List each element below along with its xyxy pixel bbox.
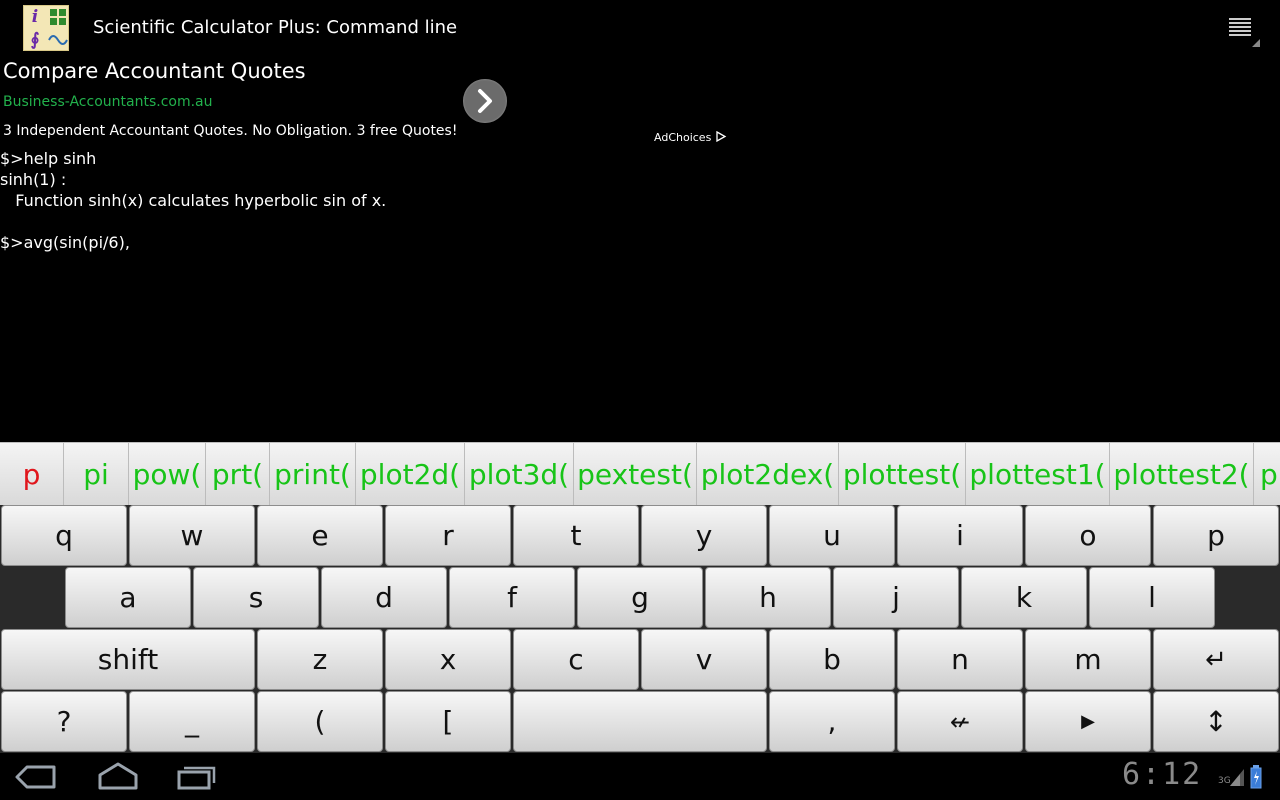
- hide-keyboard-key-icon[interactable]: ↕: [1153, 691, 1279, 752]
- suggestion-item[interactable]: plot2d(: [356, 443, 465, 506]
- key-comma[interactable]: ,: [769, 691, 895, 752]
- backspace-key-icon[interactable]: ↚: [897, 691, 1023, 752]
- key-m[interactable]: m: [1025, 629, 1151, 690]
- system-nav-bar: [0, 753, 1280, 800]
- suggestion-item[interactable]: p: [1260, 458, 1278, 491]
- key-e[interactable]: e: [257, 505, 383, 566]
- overflow-menu-icon[interactable]: [1222, 12, 1262, 48]
- key-f[interactable]: f: [449, 567, 575, 628]
- suggestion-typed[interactable]: p: [0, 443, 64, 506]
- ad-description: 3 Independent Accountant Quotes. No Obligation. 3 free Quotes!: [3, 123, 458, 139]
- chevron-right-icon: [463, 79, 507, 123]
- key-open-bracket[interactable]: [: [385, 691, 511, 752]
- app-icon-grid-icon: [48, 7, 68, 27]
- soft-keyboard: [0, 505, 1280, 753]
- key-t[interactable]: t: [513, 505, 639, 566]
- key-p[interactable]: p: [1153, 505, 1279, 566]
- battery-icon: [1249, 765, 1263, 789]
- key-u[interactable]: u: [769, 505, 895, 566]
- key-o[interactable]: o: [1025, 505, 1151, 566]
- ad-url[interactable]: Business-Accountants.com.au: [3, 94, 213, 110]
- key-a[interactable]: a: [65, 567, 191, 628]
- ad-headline[interactable]: Compare Accountant Quotes: [3, 59, 306, 83]
- key-shift[interactable]: shift: [1, 629, 255, 690]
- suggestion-item[interactable]: pi: [64, 443, 129, 506]
- back-icon[interactable]: [14, 763, 58, 791]
- key-question[interactable]: ?: [1, 691, 127, 752]
- console-output[interactable]: [0, 148, 1280, 253]
- key-l[interactable]: l: [1089, 567, 1215, 628]
- app-icon-wave-icon: [48, 30, 68, 50]
- console-line: sinh(1) :: [0, 170, 67, 189]
- console-line: $>help sinh: [0, 149, 97, 168]
- suggestion-item[interactable]: pow(: [129, 443, 206, 506]
- signal-icon: [1228, 766, 1246, 788]
- key-g[interactable]: g: [577, 567, 703, 628]
- app-icon-integral-glyph: ∮: [30, 30, 40, 50]
- key-s[interactable]: s: [193, 567, 319, 628]
- space-key[interactable]: [513, 691, 767, 752]
- suggestion-item[interactable]: pextest(: [574, 443, 697, 506]
- recent-apps-icon[interactable]: [176, 763, 220, 791]
- suggestion-item[interactable]: prt(: [206, 443, 270, 506]
- app-icon-i-glyph: i: [31, 7, 39, 27]
- network-type-label: 3G: [1218, 776, 1231, 786]
- key-w[interactable]: w: [129, 505, 255, 566]
- key-z[interactable]: z: [257, 629, 383, 690]
- ad-arrow-button[interactable]: [463, 79, 507, 123]
- key-r[interactable]: r: [385, 505, 511, 566]
- cursor-right-key-icon[interactable]: ▶: [1025, 691, 1151, 752]
- suggestion-item[interactable]: plottest1(: [966, 443, 1110, 506]
- app-icon[interactable]: [23, 5, 69, 51]
- console-line: [0, 211, 1280, 232]
- key-c[interactable]: c: [513, 629, 639, 690]
- key-n[interactable]: n: [897, 629, 1023, 690]
- app-title: Scientific Calculator Plus: Command line: [93, 17, 458, 38]
- key-open-paren[interactable]: (: [257, 691, 383, 752]
- key-q[interactable]: q: [1, 505, 127, 566]
- key-b[interactable]: b: [769, 629, 895, 690]
- suggestion-strip[interactable]: [0, 442, 1280, 506]
- suggestion-item[interactable]: plottest(: [839, 443, 966, 506]
- suggestion-item[interactable]: plottest2(: [1110, 443, 1254, 506]
- key-x[interactable]: x: [385, 629, 511, 690]
- suggestion-item[interactable]: print(: [270, 443, 356, 506]
- key-underscore[interactable]: _: [129, 691, 255, 752]
- key-y[interactable]: y: [641, 505, 767, 566]
- console-line: Function sinh(x) calculates hyperbolic sin of x.: [0, 191, 387, 210]
- adchoices-label: AdChoices: [654, 131, 712, 144]
- key-d[interactable]: d: [321, 567, 447, 628]
- home-icon[interactable]: [96, 761, 140, 791]
- key-i[interactable]: i: [897, 505, 1023, 566]
- suggestion-item[interactable]: plot2dex(: [697, 443, 839, 506]
- key-k[interactable]: k: [961, 567, 1087, 628]
- key-h[interactable]: h: [705, 567, 831, 628]
- status-clock[interactable]: 6:12: [1122, 757, 1203, 792]
- key-j[interactable]: j: [833, 567, 959, 628]
- action-bar: [0, 0, 1280, 56]
- adchoices-link[interactable]: [654, 131, 727, 144]
- console-input-line[interactable]: $>avg(sin(pi/6),: [0, 233, 130, 252]
- key-v[interactable]: v: [641, 629, 767, 690]
- adchoices-icon: [715, 131, 727, 142]
- enter-key-icon[interactable]: ↵: [1153, 629, 1279, 690]
- suggestion-item[interactable]: plot3d(: [465, 443, 574, 506]
